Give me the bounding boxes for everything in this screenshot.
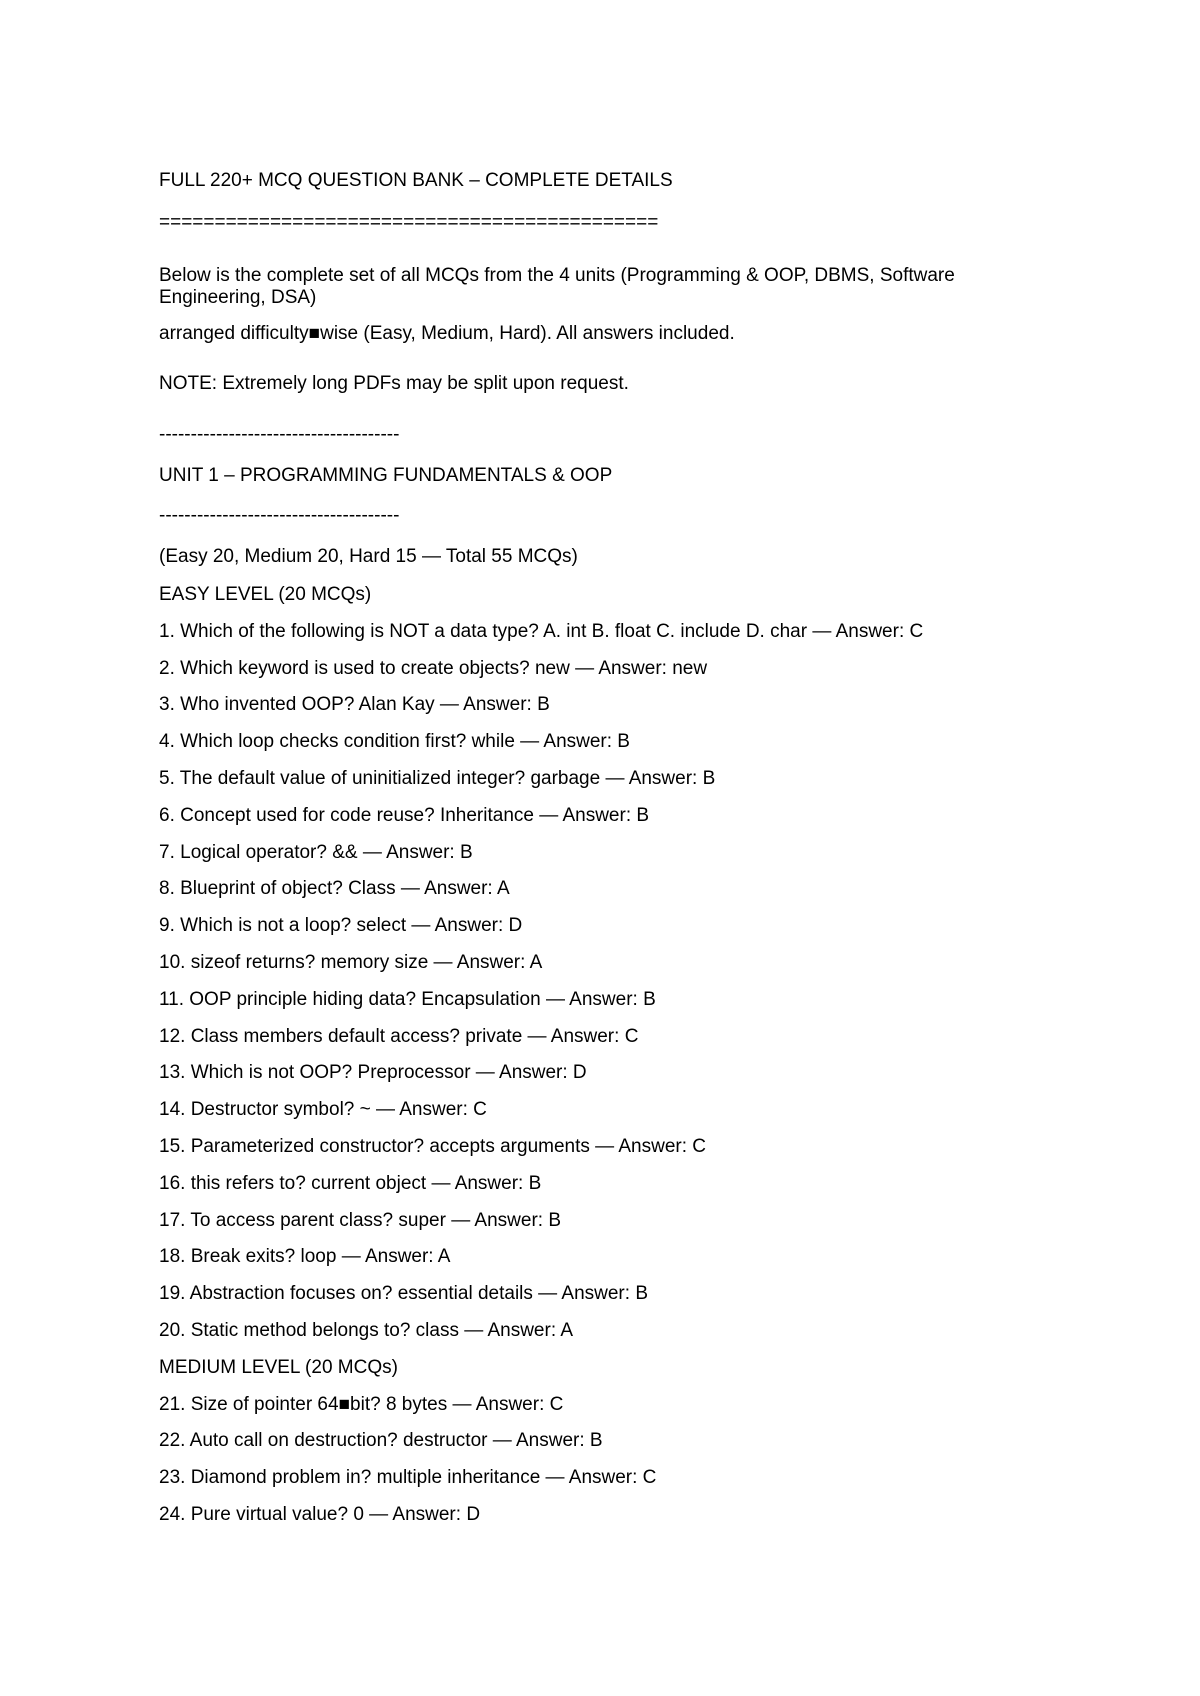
easy-question-list [159,621,1039,1343]
section-divider-top: -------------------------------------- [159,423,400,445]
easy-question-item: 8. Blueprint of object? Class — Answer: A [159,878,510,900]
easy-question-item: 1. Which of the following is NOT a data type? A. int B. float C. include D. char — Answer: C [159,620,924,642]
easy-question-item: 3. Who invented OOP? Alan Kay — Answer: B [159,694,550,716]
medium-question-list [159,1394,1039,1527]
easy-question-item: 4. Which loop checks condition first? while — Answer: B [159,731,630,753]
easy-question-item: 13. Which is not OOP? Preprocessor — Answer: D [159,1062,587,1084]
unit-title: UNIT 1 – PROGRAMMING FUNDAMENTALS & OOP [159,464,613,486]
intro-paragraph-line-2: arranged difficulty■wise (Easy, Medium, Hard). All answers included. [159,323,735,345]
medium-question-item: 23. Diamond problem in? multiple inheritance — Answer: C [159,1467,657,1489]
easy-question-item: 14. Destructor symbol? ~ — Answer: C [159,1099,487,1121]
easy-question-item: 12. Class members default access? private — Answer: C [159,1025,639,1047]
easy-question-item: 15. Parameterized constructor? accepts arguments — Answer: C [159,1135,707,1157]
section-divider-bottom: -------------------------------------- [159,505,400,527]
easy-question-item: 9. Which is not a loop? select — Answer: D [159,915,523,937]
easy-level-heading: EASY LEVEL (20 MCQs) [159,583,372,605]
easy-question-item: 2. Which keyword is used to create objects? new — Answer: new [159,657,708,679]
easy-question-item: 20. Static method belongs to? class — Answer: A [159,1319,574,1341]
easy-question-item: 5. The default value of uninitialized integer? garbage — Answer: B [159,767,716,789]
title-underline-rule: ============================================= [159,211,659,233]
intro-paragraph-line-1: Below is the complete set of all MCQs from the 4 units (Programming & OOP, DBMS, Software Engineering, DSA) [159,264,961,309]
easy-question-item: 17. To access parent class? super — Answer: B [159,1209,562,1231]
easy-question-item: 18. Break exits? loop — Answer: A [159,1246,451,1268]
medium-question-item: 24. Pure virtual value? 0 — Answer: D [159,1503,481,1525]
unit-summary: (Easy 20, Medium 20, Hard 15 — Total 55 MCQs) [159,546,578,568]
easy-question-item: 6. Concept used for code reuse? Inheritance — Answer: B [159,804,650,826]
document-title: FULL 220+ MCQ QUESTION BANK – COMPLETE DETAILS [159,170,673,191]
medium-level-heading: MEDIUM LEVEL (20 MCQs) [159,1356,398,1378]
easy-question-item: 16. this refers to? current object — Answer: B [159,1172,542,1194]
medium-question-item: 22. Auto call on destruction? destructor — Answer: B [159,1430,603,1452]
easy-question-item: 19. Abstraction focuses on? essential details — Answer: B [159,1283,648,1305]
easy-question-item: 7. Logical operator? && — Answer: B [159,841,473,863]
document-body [159,170,1039,1541]
medium-question-item: 21. Size of pointer 64■bit? 8 bytes — Answer: C [159,1393,564,1415]
easy-question-item: 10. sizeof returns? memory size — Answer: A [159,951,543,973]
note-text: NOTE: Extremely long PDFs may be split upon request. [159,372,629,394]
easy-question-item: 11. OOP principle hiding data? Encapsulation — Answer: B [159,988,656,1010]
